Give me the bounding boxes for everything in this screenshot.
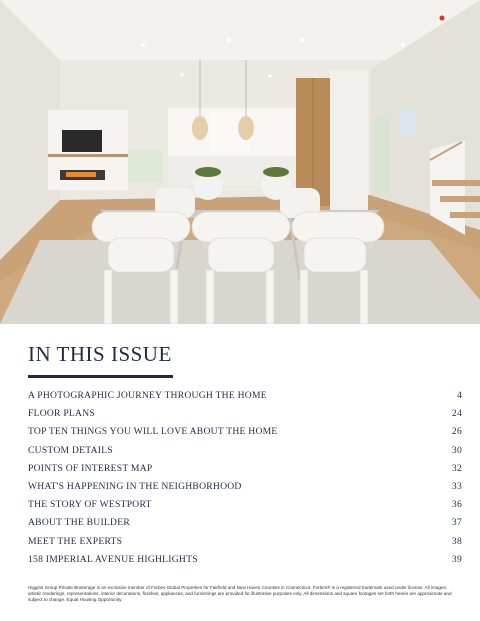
toc-item-page: 37 [451,517,462,529]
toc-item-label: THE STORY OF WESTPORT [28,499,152,511]
toc-item[interactable] [28,514,462,532]
toc-item-label: FLOOR PLANS [28,408,95,420]
toc-item-page: 39 [451,553,462,565]
toc-item-label: TOP TEN THINGS YOU WILL LOVE ABOUT THE HOME [28,426,278,438]
toc-item[interactable] [28,496,462,514]
toc-item[interactable] [28,478,462,496]
toc-title: IN THIS ISSUE [28,342,172,366]
toc-item-label: MEET THE EXPERTS [28,535,123,547]
toc-item-page: 24 [451,408,462,420]
toc-item[interactable] [28,442,462,460]
title-divider [28,375,173,378]
toc-item-label: 158 IMPERIAL AVENUE HIGHLIGHTS [28,553,198,565]
toc-item-page: 32 [451,462,462,474]
toc-item[interactable] [28,533,462,551]
toc-item-label: ABOUT THE BUILDER [28,517,130,529]
toc-item-label: CUSTOM DETAILS [28,444,113,456]
toc-item-page: 33 [451,480,462,492]
legal-disclaimer: Higgins Group Private Brokerage is an exclusive member of Forbes Global Properties for Fairfield and New Haven Counties in Connecticut. Forbes® is a registered trademark used under license. All images, artistic renderings, representations, interior decorations, finishes, appliances, and furnishings are provided for illustrative purposes only. All dimensions and square footages set forth herein are approximate and subject to change. Equal Housing Opportunity. [28,585,452,603]
toc-item-page: 30 [451,444,462,456]
table-of-contents [28,387,462,569]
toc-item[interactable] [28,387,462,405]
toc-item[interactable] [28,423,462,441]
toc-item-page: 36 [451,499,462,511]
toc-item[interactable] [28,551,462,569]
toc-item-label: POINTS OF INTEREST MAP [28,462,153,474]
toc-item[interactable] [28,460,462,478]
toc-item-label: A PHOTOGRAPHIC JOURNEY THROUGH THE HOME [28,390,267,401]
toc-item-label: WHAT'S HAPPENING IN THE NEIGHBORHOOD [28,480,242,492]
toc-item-page: 26 [451,426,462,438]
toc-item[interactable] [28,405,462,423]
toc-item-page: 4 [456,390,462,401]
toc-item-page: 38 [451,535,462,547]
